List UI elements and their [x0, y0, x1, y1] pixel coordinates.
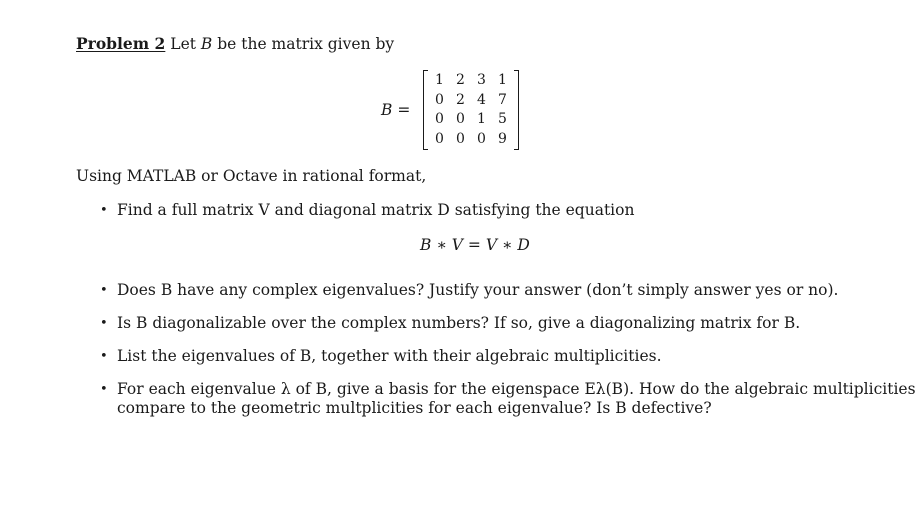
problem-statement-var: B [200, 35, 213, 53]
problem-statement [76, 34, 394, 53]
matrix-cell: 4 [477, 91, 486, 108]
bullet-dot: • [100, 349, 108, 364]
matrix-cell: 9 [498, 130, 507, 147]
matrix-cell: 5 [498, 111, 507, 127]
matrix-cell: 0 [435, 111, 444, 127]
bullet-text: Is B diagonalizable over the complex numbers? If so, give a diagonalizing matrix for B. [117, 314, 801, 332]
matrix-grid [429, 71, 513, 149]
bullet-dot: • [100, 283, 108, 298]
matrix-cell: 2 [456, 72, 465, 88]
matrix-cell: 0 [456, 130, 465, 147]
problem-statement-pre: Let [170, 35, 201, 53]
matrix-cell: 1 [435, 72, 444, 88]
bullet-dot: • [100, 382, 108, 397]
bullet-dot: • [100, 316, 108, 331]
matrix-cell: 1 [498, 72, 507, 88]
matrix-b [423, 70, 519, 150]
matrix-cell: 2 [456, 91, 465, 108]
bullet-text-line1: For each eigenvalue λ of B, give a basis for the eigenspace Eλ(B). How do the algebraic multiplicities [117, 380, 916, 398]
bullet-text: Find a full matrix V and diagonal matrix D satisfying the equation [117, 201, 635, 219]
matrix-cell: 0 [435, 130, 444, 147]
matrix-cell: 1 [477, 111, 486, 127]
matrix-cell: 0 [456, 111, 465, 127]
matrix-cell: 0 [435, 91, 444, 108]
matrix-cell: 7 [498, 91, 507, 108]
bullet-item [100, 314, 880, 334]
intro-text: Using MATLAB or Octave in rational format, [76, 167, 427, 185]
matrix-left-bracket [423, 70, 428, 150]
equation: B ∗ V = V ∗ D [420, 236, 530, 254]
bullet-text: List the eigenvalues of B, together with their algebraic multiplicities. [117, 347, 662, 365]
bullet-item [100, 347, 880, 367]
bullet-text: Does B have any complex eigenvalues? Justify your answer (don’t simply answer yes or no). [117, 281, 839, 299]
bullet-dot: • [100, 203, 108, 218]
matrix-cell: 0 [477, 130, 486, 147]
bullet-item [100, 380, 916, 420]
bullet-item [100, 281, 880, 301]
matrix-cell: 3 [477, 72, 486, 88]
bullet-item [100, 201, 880, 221]
matrix-lhs: B = [381, 101, 411, 119]
problem-statement-post: be the matrix given by [212, 35, 395, 53]
matrix-right-bracket [514, 70, 519, 150]
problem-label: Problem 2 [76, 34, 166, 53]
bullet-text-line2: compare to the geometric multplicities for each eigenvalue? Is B defective? [117, 399, 712, 417]
